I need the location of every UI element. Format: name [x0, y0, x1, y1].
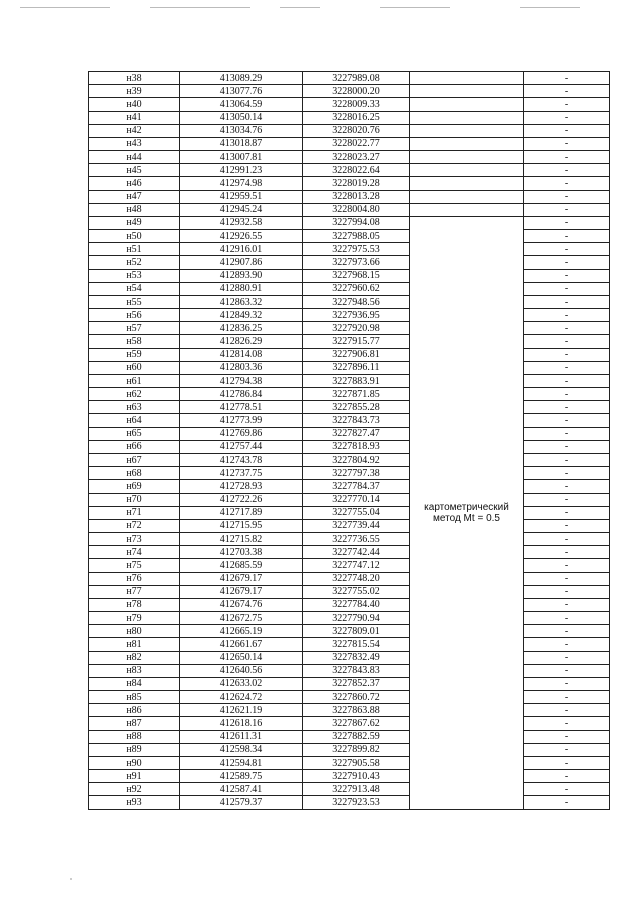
method-cell-empty [410, 190, 524, 203]
table-row [89, 691, 610, 704]
x-coordinate-cell: 412587.41 [180, 783, 303, 796]
y-coordinate-cell: 3227739.44 [303, 519, 410, 532]
y-coordinate-cell: 3227923.53 [303, 796, 410, 809]
y-coordinate-cell: 3228000.20 [303, 85, 410, 98]
y-coordinate-cell: 3227815.54 [303, 638, 410, 651]
table-row [89, 348, 610, 361]
point-id-cell: н40 [89, 98, 180, 111]
table-row [89, 269, 610, 282]
method-cell-empty [410, 137, 524, 150]
y-coordinate-cell: 3227784.40 [303, 598, 410, 611]
y-coordinate-cell: 3227755.02 [303, 585, 410, 598]
point-id-cell: н78 [89, 598, 180, 611]
y-coordinate-cell: 3227906.81 [303, 348, 410, 361]
point-id-cell: н81 [89, 638, 180, 651]
x-coordinate-cell: 412640.56 [180, 664, 303, 677]
table-row [89, 506, 610, 519]
dash-cell: - [524, 717, 610, 730]
y-coordinate-cell: 3227975.53 [303, 243, 410, 256]
y-coordinate-cell: 3227818.93 [303, 440, 410, 453]
point-id-cell: н39 [89, 85, 180, 98]
dash-cell: - [524, 190, 610, 203]
point-id-cell: н44 [89, 151, 180, 164]
method-cell-empty [410, 203, 524, 216]
point-id-cell: н59 [89, 348, 180, 361]
table-row [89, 361, 610, 374]
point-id-cell: н92 [89, 783, 180, 796]
x-coordinate-cell: 412679.17 [180, 572, 303, 585]
x-coordinate-cell: 412803.36 [180, 361, 303, 374]
y-coordinate-cell: 3228009.33 [303, 98, 410, 111]
point-id-cell: н84 [89, 677, 180, 690]
y-coordinate-cell: 3227860.72 [303, 691, 410, 704]
point-id-cell: н56 [89, 309, 180, 322]
method-cell-empty [410, 72, 524, 85]
dash-cell: - [524, 796, 610, 809]
point-id-cell: н52 [89, 256, 180, 269]
table-row [89, 203, 610, 216]
table-row [89, 440, 610, 453]
method-cell: картометрический метод Mt = 0.5 [410, 216, 524, 809]
dash-cell: - [524, 625, 610, 638]
dash-cell: - [524, 598, 610, 611]
x-coordinate-cell: 412633.02 [180, 677, 303, 690]
table-row [89, 743, 610, 756]
table-row [89, 467, 610, 480]
y-coordinate-cell: 3227832.49 [303, 651, 410, 664]
dash-cell: - [524, 243, 610, 256]
table-row [89, 282, 610, 295]
point-id-cell: н80 [89, 625, 180, 638]
table-row [89, 612, 610, 625]
dash-cell: - [524, 374, 610, 387]
point-id-cell: н65 [89, 427, 180, 440]
x-coordinate-cell: 412679.17 [180, 585, 303, 598]
y-coordinate-cell: 3227852.37 [303, 677, 410, 690]
y-coordinate-cell: 3228016.25 [303, 111, 410, 124]
y-coordinate-cell: 3227755.04 [303, 506, 410, 519]
table-row [89, 651, 610, 664]
y-coordinate-cell: 3227867.62 [303, 717, 410, 730]
point-id-cell: н47 [89, 190, 180, 203]
x-coordinate-cell: 412598.34 [180, 743, 303, 756]
x-coordinate-cell: 412703.38 [180, 546, 303, 559]
dash-cell: - [524, 453, 610, 466]
y-coordinate-cell: 3227968.15 [303, 269, 410, 282]
dash-cell: - [524, 612, 610, 625]
table-row [89, 72, 610, 85]
table-row [89, 730, 610, 743]
x-coordinate-cell: 413077.76 [180, 85, 303, 98]
y-coordinate-cell: 3227960.62 [303, 282, 410, 295]
dash-cell: - [524, 177, 610, 190]
y-coordinate-cell: 3227989.08 [303, 72, 410, 85]
y-coordinate-cell: 3227994.08 [303, 216, 410, 229]
table-row [89, 453, 610, 466]
x-coordinate-cell: 412794.38 [180, 374, 303, 387]
y-coordinate-cell: 3227770.14 [303, 493, 410, 506]
dash-cell: - [524, 414, 610, 427]
point-id-cell: н73 [89, 533, 180, 546]
point-id-cell: н66 [89, 440, 180, 453]
y-coordinate-cell: 3227973.66 [303, 256, 410, 269]
table-row [89, 401, 610, 414]
y-coordinate-cell: 3227790.94 [303, 612, 410, 625]
table-row [89, 427, 610, 440]
x-coordinate-cell: 412650.14 [180, 651, 303, 664]
x-coordinate-cell: 413064.59 [180, 98, 303, 111]
y-coordinate-cell: 3227910.43 [303, 770, 410, 783]
point-id-cell: н64 [89, 414, 180, 427]
table-row [89, 559, 610, 572]
y-coordinate-cell: 3228022.64 [303, 164, 410, 177]
dash-cell: - [524, 704, 610, 717]
point-id-cell: н43 [89, 137, 180, 150]
y-coordinate-cell: 3227797.38 [303, 467, 410, 480]
table-row [89, 151, 610, 164]
y-coordinate-cell: 3227936.95 [303, 309, 410, 322]
x-coordinate-cell: 412786.84 [180, 388, 303, 401]
y-coordinate-cell: 3227920.98 [303, 322, 410, 335]
y-coordinate-cell: 3227736.55 [303, 533, 410, 546]
dash-cell: - [524, 361, 610, 374]
method-cell-empty [410, 177, 524, 190]
y-coordinate-cell: 3227784.37 [303, 480, 410, 493]
x-coordinate-cell: 412737.75 [180, 467, 303, 480]
y-coordinate-cell: 3227883.91 [303, 374, 410, 387]
x-coordinate-cell: 412814.08 [180, 348, 303, 361]
x-coordinate-cell: 412863.32 [180, 295, 303, 308]
table-row [89, 137, 610, 150]
x-coordinate-cell: 412621.19 [180, 704, 303, 717]
point-id-cell: н82 [89, 651, 180, 664]
method-cell-empty [410, 124, 524, 137]
table-row [89, 519, 610, 532]
dash-cell: - [524, 230, 610, 243]
table-row [89, 177, 610, 190]
dash-cell: - [524, 322, 610, 335]
x-coordinate-cell: 412665.19 [180, 625, 303, 638]
dash-cell: - [524, 638, 610, 651]
dash-cell: - [524, 164, 610, 177]
point-id-cell: н87 [89, 717, 180, 730]
point-id-cell: н89 [89, 743, 180, 756]
dash-cell: - [524, 98, 610, 111]
point-id-cell: н50 [89, 230, 180, 243]
x-coordinate-cell: 412624.72 [180, 691, 303, 704]
point-id-cell: н69 [89, 480, 180, 493]
point-id-cell: н54 [89, 282, 180, 295]
point-id-cell: н46 [89, 177, 180, 190]
point-id-cell: н62 [89, 388, 180, 401]
point-id-cell: н77 [89, 585, 180, 598]
dash-cell: - [524, 401, 610, 414]
point-id-cell: н88 [89, 730, 180, 743]
dash-cell: - [524, 559, 610, 572]
y-coordinate-cell: 3228019.28 [303, 177, 410, 190]
dash-cell: - [524, 506, 610, 519]
dash-cell: - [524, 72, 610, 85]
point-id-cell: н93 [89, 796, 180, 809]
point-id-cell: н61 [89, 374, 180, 387]
x-coordinate-cell: 412778.51 [180, 401, 303, 414]
table-row [89, 111, 610, 124]
point-id-cell: н58 [89, 335, 180, 348]
point-id-cell: н63 [89, 401, 180, 414]
y-coordinate-cell: 3227855.28 [303, 401, 410, 414]
dash-cell: - [524, 533, 610, 546]
x-coordinate-cell: 412836.25 [180, 322, 303, 335]
dash-cell: - [524, 467, 610, 480]
x-coordinate-cell: 412672.75 [180, 612, 303, 625]
point-id-cell: н90 [89, 756, 180, 769]
x-coordinate-cell: 412907.86 [180, 256, 303, 269]
table-row [89, 124, 610, 137]
y-coordinate-cell: 3228013.28 [303, 190, 410, 203]
table-row [89, 572, 610, 585]
x-coordinate-cell: 412945.24 [180, 203, 303, 216]
dash-cell: - [524, 151, 610, 164]
y-coordinate-cell: 3227988.05 [303, 230, 410, 243]
x-coordinate-cell: 412893.90 [180, 269, 303, 282]
point-id-cell: н67 [89, 453, 180, 466]
table-row [89, 533, 610, 546]
y-coordinate-cell: 3227913.48 [303, 783, 410, 796]
y-coordinate-cell: 3227899.82 [303, 743, 410, 756]
x-coordinate-cell: 412579.37 [180, 796, 303, 809]
point-id-cell: н79 [89, 612, 180, 625]
dash-cell: - [524, 519, 610, 532]
point-id-cell: н49 [89, 216, 180, 229]
table-row [89, 493, 610, 506]
dash-cell: - [524, 480, 610, 493]
x-coordinate-cell: 412589.75 [180, 770, 303, 783]
x-coordinate-cell: 412722.26 [180, 493, 303, 506]
y-coordinate-cell: 3227809.01 [303, 625, 410, 638]
dash-cell: - [524, 546, 610, 559]
x-coordinate-cell: 412773.99 [180, 414, 303, 427]
y-coordinate-cell: 3227742.44 [303, 546, 410, 559]
dash-cell: - [524, 388, 610, 401]
x-coordinate-cell: 412743.78 [180, 453, 303, 466]
dash-cell: - [524, 348, 610, 361]
point-id-cell: н76 [89, 572, 180, 585]
point-id-cell: н48 [89, 203, 180, 216]
point-id-cell: н85 [89, 691, 180, 704]
scan-header-artifact [20, 4, 620, 12]
dash-cell: - [524, 677, 610, 690]
x-coordinate-cell: 413018.87 [180, 137, 303, 150]
y-coordinate-cell: 3227863.88 [303, 704, 410, 717]
point-id-cell: н38 [89, 72, 180, 85]
y-coordinate-cell: 3228020.76 [303, 124, 410, 137]
table-row [89, 230, 610, 243]
point-id-cell: н60 [89, 361, 180, 374]
point-id-cell: н68 [89, 467, 180, 480]
point-id-cell: н74 [89, 546, 180, 559]
table-row [89, 335, 610, 348]
x-coordinate-cell: 412974.98 [180, 177, 303, 190]
table-row [89, 85, 610, 98]
table-row [89, 638, 610, 651]
point-id-cell: н57 [89, 322, 180, 335]
x-coordinate-cell: 412618.16 [180, 717, 303, 730]
point-id-cell: н71 [89, 506, 180, 519]
dash-cell: - [524, 664, 610, 677]
x-coordinate-cell: 412769.86 [180, 427, 303, 440]
dash-cell: - [524, 137, 610, 150]
dash-cell: - [524, 585, 610, 598]
dash-cell: - [524, 743, 610, 756]
table-row [89, 309, 610, 322]
dash-cell: - [524, 756, 610, 769]
table-row [89, 598, 610, 611]
method-cell-empty [410, 151, 524, 164]
x-coordinate-cell: 412991.23 [180, 164, 303, 177]
y-coordinate-cell: 3227871.85 [303, 388, 410, 401]
table-row [89, 243, 610, 256]
point-id-cell: н75 [89, 559, 180, 572]
point-id-cell: н91 [89, 770, 180, 783]
dash-cell: - [524, 216, 610, 229]
table-row [89, 98, 610, 111]
x-coordinate-cell: 412611.31 [180, 730, 303, 743]
table-row [89, 414, 610, 427]
x-coordinate-cell: 412926.55 [180, 230, 303, 243]
table-row [89, 717, 610, 730]
x-coordinate-cell: 412959.51 [180, 190, 303, 203]
scan-speck [70, 878, 72, 880]
x-coordinate-cell: 412594.81 [180, 756, 303, 769]
dash-cell: - [524, 691, 610, 704]
dash-cell: - [524, 770, 610, 783]
y-coordinate-cell: 3227827.47 [303, 427, 410, 440]
table-row [89, 164, 610, 177]
y-coordinate-cell: 3227843.83 [303, 664, 410, 677]
dash-cell: - [524, 203, 610, 216]
table-row [89, 664, 610, 677]
dash-cell: - [524, 85, 610, 98]
table-row [89, 625, 610, 638]
y-coordinate-cell: 3227896.11 [303, 361, 410, 374]
x-coordinate-cell: 412728.93 [180, 480, 303, 493]
table-row [89, 783, 610, 796]
dash-cell: - [524, 111, 610, 124]
table-row [89, 295, 610, 308]
dash-cell: - [524, 269, 610, 282]
method-cell-empty [410, 98, 524, 111]
y-coordinate-cell: 3227843.73 [303, 414, 410, 427]
dash-cell: - [524, 730, 610, 743]
point-id-cell: н53 [89, 269, 180, 282]
table-row [89, 770, 610, 783]
dash-cell: - [524, 295, 610, 308]
x-coordinate-cell: 413007.81 [180, 151, 303, 164]
x-coordinate-cell: 412932.58 [180, 216, 303, 229]
y-coordinate-cell: 3227804.92 [303, 453, 410, 466]
x-coordinate-cell: 412757.44 [180, 440, 303, 453]
table-row [89, 480, 610, 493]
dash-cell: - [524, 256, 610, 269]
dash-cell: - [524, 427, 610, 440]
x-coordinate-cell: 412674.76 [180, 598, 303, 611]
x-coordinate-cell: 412849.32 [180, 309, 303, 322]
y-coordinate-cell: 3227948.56 [303, 295, 410, 308]
method-cell-empty [410, 111, 524, 124]
y-coordinate-cell: 3228004.80 [303, 203, 410, 216]
x-coordinate-cell: 412685.59 [180, 559, 303, 572]
x-coordinate-cell: 412715.82 [180, 533, 303, 546]
dash-cell: - [524, 440, 610, 453]
point-id-cell: н83 [89, 664, 180, 677]
table-row [89, 677, 610, 690]
y-coordinate-cell: 3227882.59 [303, 730, 410, 743]
point-id-cell: н41 [89, 111, 180, 124]
x-coordinate-cell: 412715.95 [180, 519, 303, 532]
dash-cell: - [524, 572, 610, 585]
x-coordinate-cell: 412826.29 [180, 335, 303, 348]
table-row [89, 190, 610, 203]
dash-cell: - [524, 282, 610, 295]
x-coordinate-cell: 413034.76 [180, 124, 303, 137]
table-row [89, 216, 610, 229]
point-id-cell: н51 [89, 243, 180, 256]
table-row [89, 704, 610, 717]
y-coordinate-cell: 3227748.20 [303, 572, 410, 585]
table-row [89, 796, 610, 809]
x-coordinate-cell: 412717.89 [180, 506, 303, 519]
x-coordinate-cell: 412661.67 [180, 638, 303, 651]
table-row [89, 756, 610, 769]
x-coordinate-cell: 412880.91 [180, 282, 303, 295]
point-id-cell: н55 [89, 295, 180, 308]
y-coordinate-cell: 3227747.12 [303, 559, 410, 572]
point-id-cell: н86 [89, 704, 180, 717]
dash-cell: - [524, 124, 610, 137]
dash-cell: - [524, 783, 610, 796]
dash-cell: - [524, 651, 610, 664]
dash-cell: - [524, 335, 610, 348]
table-row [89, 374, 610, 387]
method-cell-empty [410, 164, 524, 177]
dash-cell: - [524, 309, 610, 322]
point-id-cell: н42 [89, 124, 180, 137]
x-coordinate-cell: 413050.14 [180, 111, 303, 124]
table-row [89, 322, 610, 335]
y-coordinate-cell: 3227905.58 [303, 756, 410, 769]
table-row [89, 546, 610, 559]
table-row [89, 256, 610, 269]
x-coordinate-cell: 413089.29 [180, 72, 303, 85]
point-id-cell: н70 [89, 493, 180, 506]
x-coordinate-cell: 412916.01 [180, 243, 303, 256]
point-id-cell: н45 [89, 164, 180, 177]
method-cell-empty [410, 85, 524, 98]
dash-cell: - [524, 493, 610, 506]
coordinates-table [88, 71, 610, 810]
table-row [89, 585, 610, 598]
y-coordinate-cell: 3228022.77 [303, 137, 410, 150]
point-id-cell: н72 [89, 519, 180, 532]
y-coordinate-cell: 3228023.27 [303, 151, 410, 164]
y-coordinate-cell: 3227915.77 [303, 335, 410, 348]
table-row [89, 388, 610, 401]
